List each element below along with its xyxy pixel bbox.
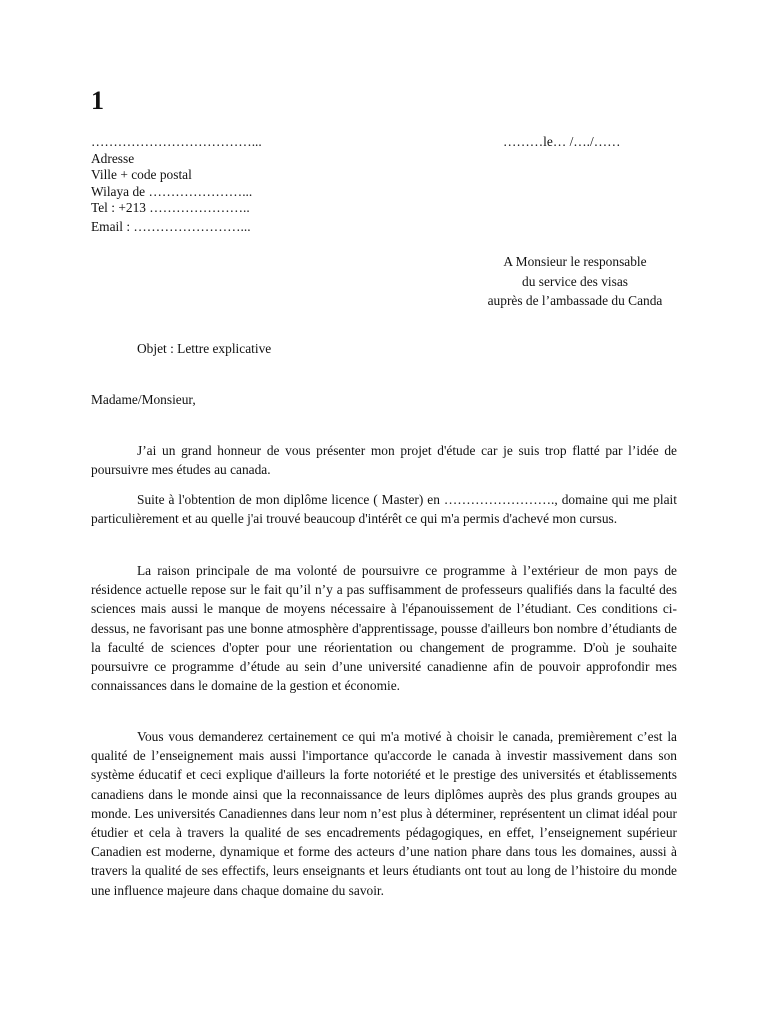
sender-wilaya: Wilaya de …………………...	[91, 183, 253, 199]
recipient-line-2: du service des visas	[522, 273, 628, 289]
recipient-line-3: auprès de l’ambassade du Canda	[487, 293, 663, 308]
sender-tel: Tel : +213 …………………..	[91, 200, 250, 216]
subject-line: Objet : Lettre explicative	[137, 341, 272, 356]
sender-block	[91, 134, 262, 236]
date-line: ………le… /…./……	[503, 134, 621, 149]
paragraph-2: Suite à l'obtention de mon diplôme licence ( Master) en ……………………., domaine qui me plait particulièrement et au quelle j'ai trouvé beaucoup d'intérêt ce qui m'a permis d'achevé mon cursus.	[91, 492, 677, 527]
recipient-line-1: A Monsieur le responsable	[503, 254, 647, 269]
paragraph-3: La raison principale de ma volonté de poursuivre ce programme à l’extérieur de mon pays de résidence actuelle repose sur le fait qu’il n’y a pas suffisamment de professeurs qualifiés dans la faculté des sciences mais aussi le manque de moyens nécessaire à l'épanouissement de l’étudiant. Ces conditions ci-dessus, ne favorisant pas une bonne atmosphère d'apprentissage, pousse d'ailleurs bon nombre d’étudiants de la faculté de sciences d'opter pour une réorientation ou changement de programme. D'où je souhaite poursuivre ce programme d’étude au sein d’une université canadienne afin de pouvoir approfondir mes connaissances dans le domaine de la gestion et économie.	[91, 563, 677, 694]
sender-address: Adresse	[91, 150, 135, 166]
paragraph-1: J’ai un grand honneur de vous présenter mon projet d'étude car je suis trop flatté par l’idée de poursuivre mes études au canada.	[91, 443, 677, 478]
recipient-block	[440, 252, 710, 311]
sender-name-placeholder: ………………………………...	[91, 134, 262, 149]
sender-city: Ville + code postal	[91, 167, 192, 183]
paragraph-4: Vous vous demanderez certainement ce qui m'a motivé à choisir le canada, premièrement c’est la qualité de l’enseignement mais aussi l'importance qu'accorde le canada à investir massivement dans son système éducatif et ceci explique d'ailleurs la forte notoriété et le prestige des universités et établissements canadiens dans le monde ainsi que la reconnaissance de leurs diplômes auprès des plus grands groupes au monde. Les universités Canadiennes dans leur nom n’est plus à déterminer, représentent un climat idéal pour étudier et cela à travers la qualité de ses encadrements pédagogiques, en effet, l’enseignement supérieur Canadien est moderne, dynamique et forme des acteurs d’une nation phare dans tous les domaines, aussi à travers la qualité de ses effectifs, leurs enseignants et leurs étudiants ont tout au long de l’histoire du monde une influence majeure dans chaque domaine du savoir.	[91, 729, 677, 898]
page-number: 1	[91, 86, 104, 115]
sender-email: Email : ……………………...	[91, 218, 251, 234]
salutation: Madame/Monsieur,	[91, 392, 196, 407]
